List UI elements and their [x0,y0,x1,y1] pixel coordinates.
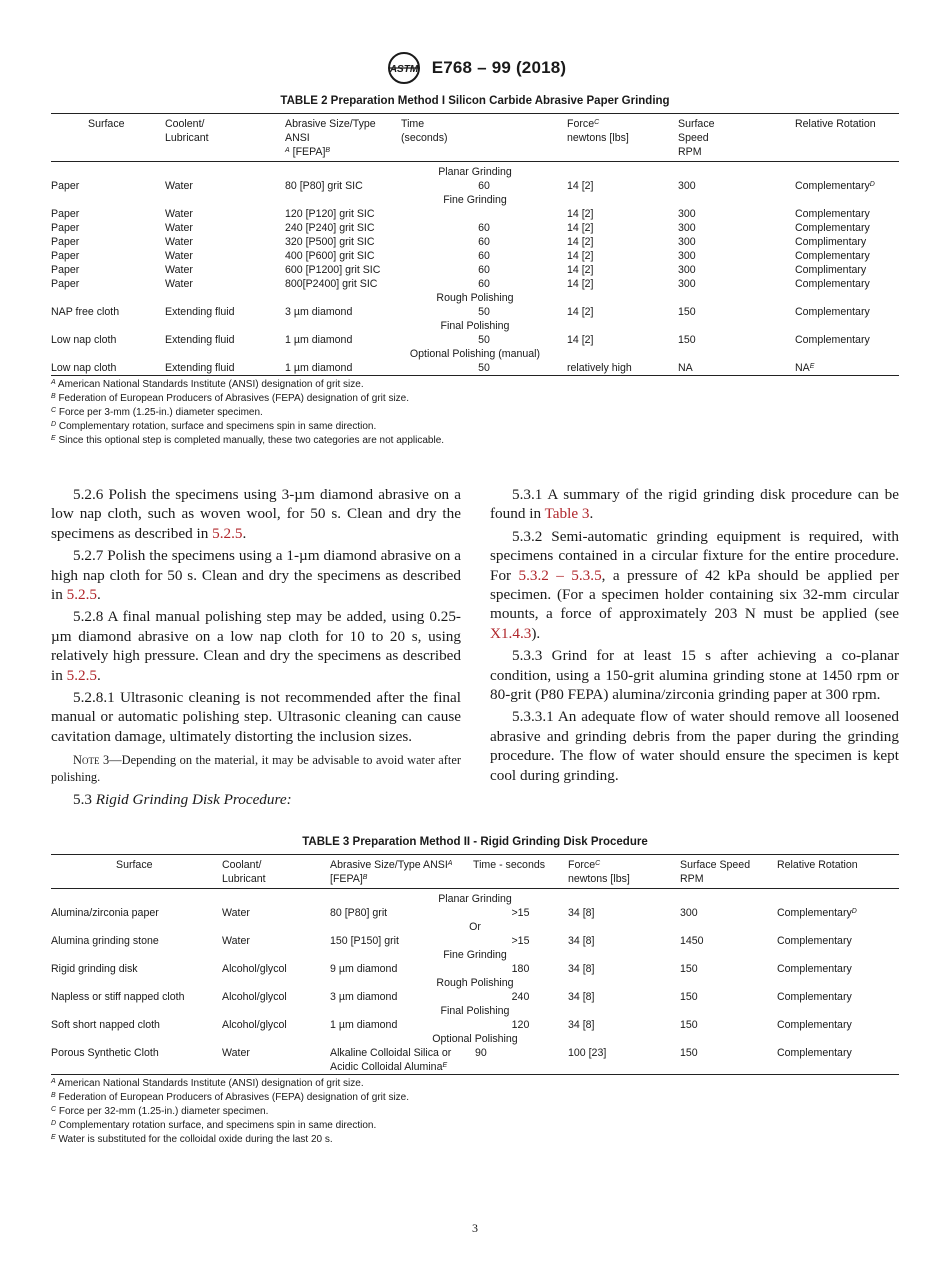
ref-5-2-5-link[interactable]: 5.2.5 [66,666,97,684]
cell-force: 34 [8] [568,907,595,919]
cell-force: 14 [2] [567,180,594,192]
cell-coolant: Water [222,907,250,919]
cell-force: relatively high [567,362,632,374]
table-row [51,906,899,920]
para-5-3-3: 5.3.3 Grind for at least 15 s after achieving a co-planar condition, using a 150-grit alumina grinding stone at 1450 rpm or 80-grit (P80 FEPA) alumina/zirconia grinding paper at 300 rpm. [490,647,899,704]
footnote: $^C$ Force per 32-mm (1.25-in.) diameter specimen. [51,1106,269,1117]
ref-5-2-5-link[interactable]: 5.2.5 [212,524,243,542]
cell-time: 60 [478,278,490,290]
table-row [51,934,899,948]
section-rough-polishing [51,291,899,305]
cell-rotation: Complementary [777,1047,852,1059]
table-row [51,361,899,376]
cell-coolant: Water [222,1047,250,1059]
table3-title: TABLE 3 Preparation Method II - Rigid Grinding Disk Procedure [302,836,648,848]
cell-surface: Low nap cloth [51,334,117,346]
table-row [51,249,899,263]
table3 [51,854,899,1075]
cell-time: 240 [511,991,530,1003]
section-fine-grinding [51,193,899,207]
cell-coolant: Water [165,208,193,220]
cell-abrasive: 3 µm diamond [285,306,353,318]
cell-surface: Rigid grinding disk [51,963,138,975]
cell-abrasive: 320 [P500] grit SIC [285,236,375,248]
section-label: Planar Grinding [438,893,512,905]
cell-force: 14 [2] [567,250,594,262]
cell-speed: 300 [678,278,696,290]
table2-footnotes [51,378,444,448]
cell-force: 34 [8] [568,963,595,975]
cell-time: >15 [511,907,530,919]
cell-speed: NA [678,362,693,374]
cell-surface: Soft short napped cloth [51,1019,160,1031]
cell-rotation: Complementary$^D$ [795,180,875,192]
cell-surface: Porous Synthetic Cloth [51,1047,159,1059]
table2-header-time: Time (seconds) [401,118,448,144]
cell-surface: Napless or stiff napped cloth [51,991,185,1003]
cell-abrasive: 800[P2400] grit SIC [285,278,378,290]
section-final-polishing [51,319,899,333]
table2-header-row [51,114,899,162]
cell-speed: 150 [680,1047,698,1059]
cell-force: 14 [2] [567,306,594,318]
cell-coolant: Water [165,222,193,234]
cell-speed: 300 [678,180,696,192]
table3-header-force: Force$^C$ newtons [lbs] [568,859,630,885]
section-optional-polishing [51,347,899,361]
cell-speed: 300 [678,208,696,220]
cell-surface: Paper [51,208,80,220]
cell-abrasive: 150 [P150] grit [330,935,399,947]
section-label: Rough Polishing [436,292,514,304]
table-row [51,277,899,291]
cell-force: 34 [8] [568,991,595,1003]
footnote: $^A$ American National Standards Institute (ANSI) designation of grit size. [51,379,364,390]
cell-surface: NAP free cloth [51,306,120,318]
section-or [51,920,899,934]
table-row [51,207,899,221]
cell-abrasive: 1 µm diamond [285,334,353,346]
cell-abrasive: Alkaline Colloidal Silica or Acidic Colloidal Alumina$^E$ [330,1047,452,1073]
cell-coolant: Extending fluid [165,362,235,374]
document-id: E768 – 99 (2018) [431,58,567,77]
cell-rotation: Complementary [777,1019,852,1031]
cell-coolant: Water [222,935,250,947]
cell-rotation: Complementary [795,222,870,234]
cell-force: 14 [2] [567,334,594,346]
cell-speed: 150 [680,991,698,1003]
table-row [51,221,899,235]
cell-time: 50 [478,334,490,346]
ref-5-2-5-link[interactable]: 5.2.5 [66,586,97,604]
table3-header-row [51,855,899,889]
table2-title: TABLE 2 Preparation Method I Silicon Carbide Abrasive Paper Grinding [280,95,670,107]
cell-force: 14 [2] [567,236,594,248]
section-label: Optional Polishing (manual) [409,348,541,360]
cell-abrasive: 9 µm diamond [330,963,398,975]
cell-abrasive: 1 µm diamond [330,1019,398,1031]
cell-time: 180 [511,963,530,975]
table3-header-time: Time - seconds [473,859,546,871]
cell-rotation: Complementary [795,208,870,220]
cell-rotation: Complementary$^D$ [777,907,857,919]
svg-text:ASTM: ASTM [389,64,418,75]
cell-abrasive: 1 µm diamond [285,362,353,374]
cell-abrasive: 400 [P600] grit SIC [285,250,375,262]
astm-logo-icon [384,51,424,85]
table2 [51,113,899,376]
table-row [51,263,899,277]
cell-speed: 150 [678,334,696,346]
table-row [51,333,899,347]
section-label: Final Polishing [440,1005,510,1017]
section-label: Optional Polishing [432,1033,518,1045]
cell-rotation: Complementary [795,278,870,290]
cell-time: >15 [511,935,530,947]
cell-abrasive: 120 [P120] grit SIC [285,208,375,220]
section-label: Rough Polishing [436,977,514,989]
section-optional-polishing [51,1032,899,1046]
cell-coolant: Water [165,264,193,276]
cell-surface: Paper [51,222,80,234]
cell-surface: Paper [51,180,80,192]
cell-speed: 300 [678,222,696,234]
ref-table-3-link[interactable]: Table 3 [544,505,590,523]
para-5-3-3-1: 5.3.3.1 An adequate flow of water should remove all loosened abrasive and grinding debris from the paper during the grinding procedure. The flow of water should ensure the specimen is kept cool during grinding. [490,708,899,784]
table-row [51,1046,899,1075]
table-row [51,179,899,193]
cell-time: 90 [475,1047,487,1059]
table2-header-coolant: Coolent/ Lubricant [165,118,209,144]
table2-header-force: Force$^C$ newtons [lbs] [567,118,629,144]
cell-coolant: Extending fluid [165,334,235,346]
cell-rotation: Complimentary [795,236,867,248]
cell-coolant: Alcohol/glycol [222,1019,287,1031]
cell-time: 60 [478,264,490,276]
section-rough-polishing [51,976,899,990]
table3-header-coolant: Coolant/ Lubricant [222,859,266,885]
cell-force: 14 [2] [567,278,594,290]
table3-footnotes [51,1077,409,1147]
section-planar-grinding [51,889,899,907]
page-header [0,51,950,85]
para-5-3-1: 5.3.1 A summary of the rigid grinding disk procedure can be found in Table 3. [490,486,899,523]
footnote: $^D$ Complementary rotation, surface and specimens spin in same direction. [51,421,377,432]
cell-surface: Paper [51,236,80,248]
para-5-3: 5.3 Rigid Grinding Disk Procedure: [73,791,292,809]
ref-5-3-2-5-3-5-link[interactable]: 5.3.2 – 5.3.5 [518,566,602,584]
footnote: $^E$ Since this optional step is completed manually, these two categories are not applicable. [51,435,445,446]
section-label: Fine Grinding [443,194,507,206]
cell-surface: Paper [51,264,80,276]
para-5-2-8-1: 5.2.8.1 Ultrasonic cleaning is not recommended after the final manual or automatic polishing step. Ultrasonic cleaning can cause cavitation damage, ultimately distorting the inclusion sizes. [51,689,461,745]
para-5-3-2: 5.3.2 Semi-automatic grinding equipment is required, with specimens contained in a circular fixture for the entire procedure. For 5.3.2 – 5.3.5, a pressure of 42 kPa should be applied per specimen. (For a specimen holder containing six 32-mm circular mounts, a force of approximately 203 N must be applied (see X1.4.3). [490,527,900,642]
cell-rotation: Complementary [795,306,870,318]
table3-header-surface: Surface [116,859,153,871]
cell-abrasive: 600 [P1200] grit SIC [285,264,381,276]
section-final-polishing [51,1004,899,1018]
cell-surface: Paper [51,278,80,290]
cell-rotation: Complementary [777,935,852,947]
table-row [51,990,899,1004]
cell-time: 60 [478,236,490,248]
footnote: $^E$ Water is substituted for the colloidal oxide during the last 20 s. [51,1134,333,1145]
cell-abrasive: 240 [P240] grit SIC [285,222,375,234]
cell-force: 14 [2] [567,264,594,276]
section-planar-grinding [51,162,899,180]
cell-time: 50 [478,306,490,318]
footnote: $^B$ Federation of European Producers of Abrasives (FEPA) designation of grit size. [51,393,410,404]
cell-time: 50 [478,362,490,374]
cell-rotation: Complimentary [795,264,867,276]
cell-coolant: Water [165,236,193,248]
cell-time [401,207,567,221]
cell-time: 60 [478,222,490,234]
table3-header-speed: Surface Speed RPM [680,859,751,885]
cell-rotation: $NA^E$ [795,362,815,374]
section-label: Or [469,921,481,933]
cell-coolant: Water [165,250,193,262]
right-column [490,485,899,788]
cell-surface: Paper [51,250,80,262]
cell-speed: 300 [678,250,696,262]
cell-force: 34 [8] [568,1019,595,1031]
cell-force: 100 [23] [568,1047,607,1059]
cell-force: 34 [8] [568,935,595,947]
cell-speed: 1450 [680,935,704,947]
cell-surface: Low nap cloth [51,362,117,374]
table2-header-surface: Surface [88,118,125,130]
table-row [51,1018,899,1032]
cell-force: 14 [2] [567,208,594,220]
footnote: $^B$ Federation of European Producers of Abrasives (FEPA) designation of grit size. [51,1092,410,1103]
table2-header-speed: Surface Speed RPM [678,118,715,158]
cell-time: 120 [511,1019,530,1031]
page-number: 3 [472,1221,478,1235]
section-label: Fine Grinding [443,949,507,961]
cell-abrasive: 3 µm diamond [330,991,398,1003]
table2-header-rotation: Relative Rotation [795,118,876,130]
table3-header-rotation: Relative Rotation [777,859,858,871]
cell-surface: Alumina grinding stone [51,935,159,947]
table-row [51,305,899,319]
cell-coolant: Alcohol/glycol [222,963,287,975]
cell-coolant: Extending fluid [165,306,235,318]
cell-coolant: Water [165,278,193,290]
cell-rotation: Complementary [795,250,870,262]
cell-speed: 150 [680,1019,698,1031]
cell-speed: 300 [678,236,696,248]
section-label: Planar Grinding [438,166,512,178]
cell-speed: 150 [678,306,696,318]
section-label: Final Polishing [440,320,510,332]
cell-abrasive: 80 [P80] grit [330,907,388,919]
cell-abrasive: 80 [P80] grit SIC [285,180,363,192]
cell-time: 60 [478,180,490,192]
table3-header-abrasive: Abrasive Size/Type $ANSI^A$ [FEPA]$^B$ [330,859,453,885]
table2-header-abrasive: Abrasive Size/Type ANSI $^A$ [FEPA]$^B$ [285,118,376,158]
left-column [51,485,461,813]
para-5-2-6: 5.2.6 Polish the specimens using 3-µm diamond abrasive on a low nap cloth, such as woven wool, for 50 s. Clean and dry the specimens as described in 5.2.5. [51,486,461,542]
para-5-2-7: 5.2.7 Polish the specimens using a 1-µm diamond abrasive on a high nap cloth for 50 s. Clean and dry the specimens as described in 5.2.5. [51,547,461,604]
cell-time: 60 [478,250,490,262]
table-row [51,962,899,976]
cell-rotation: Complementary [777,991,852,1003]
cell-rotation: Complementary [795,334,870,346]
table-row [51,235,899,249]
cell-speed: 300 [680,907,698,919]
note-3: Note 3—Depending on the material, it may be advisable to avoid water after polishing. [51,753,461,784]
section-fine-grinding [51,948,899,962]
ref-x1-4-3-link[interactable]: X1.4.3 [490,624,532,642]
footnote: $^C$ Force per 3-mm (1.25-in.) diameter specimen. [51,407,263,418]
cell-speed: 150 [680,963,698,975]
cell-speed: 300 [678,264,696,276]
cell-force: 14 [2] [567,222,594,234]
footnote: $^A$ American National Standards Institute (ANSI) designation of grit size. [51,1078,364,1089]
cell-surface: Alumina/zirconia paper [51,907,159,919]
cell-coolant: Water [165,180,193,192]
footnote: $^D$ Complementary rotation surface, and specimens spin in same direction. [51,1120,377,1131]
para-5-2-8: 5.2.8 A final manual polishing step may be added, using 0.25-µm diamond abrasive on a low nap cloth for 10 to 20 s, using relatively high pressure. Clean and dry the specimens as described in 5.2.5. [51,608,461,684]
cell-rotation: Complementary [777,963,852,975]
cell-coolant: Alcohol/glycol [222,991,287,1003]
